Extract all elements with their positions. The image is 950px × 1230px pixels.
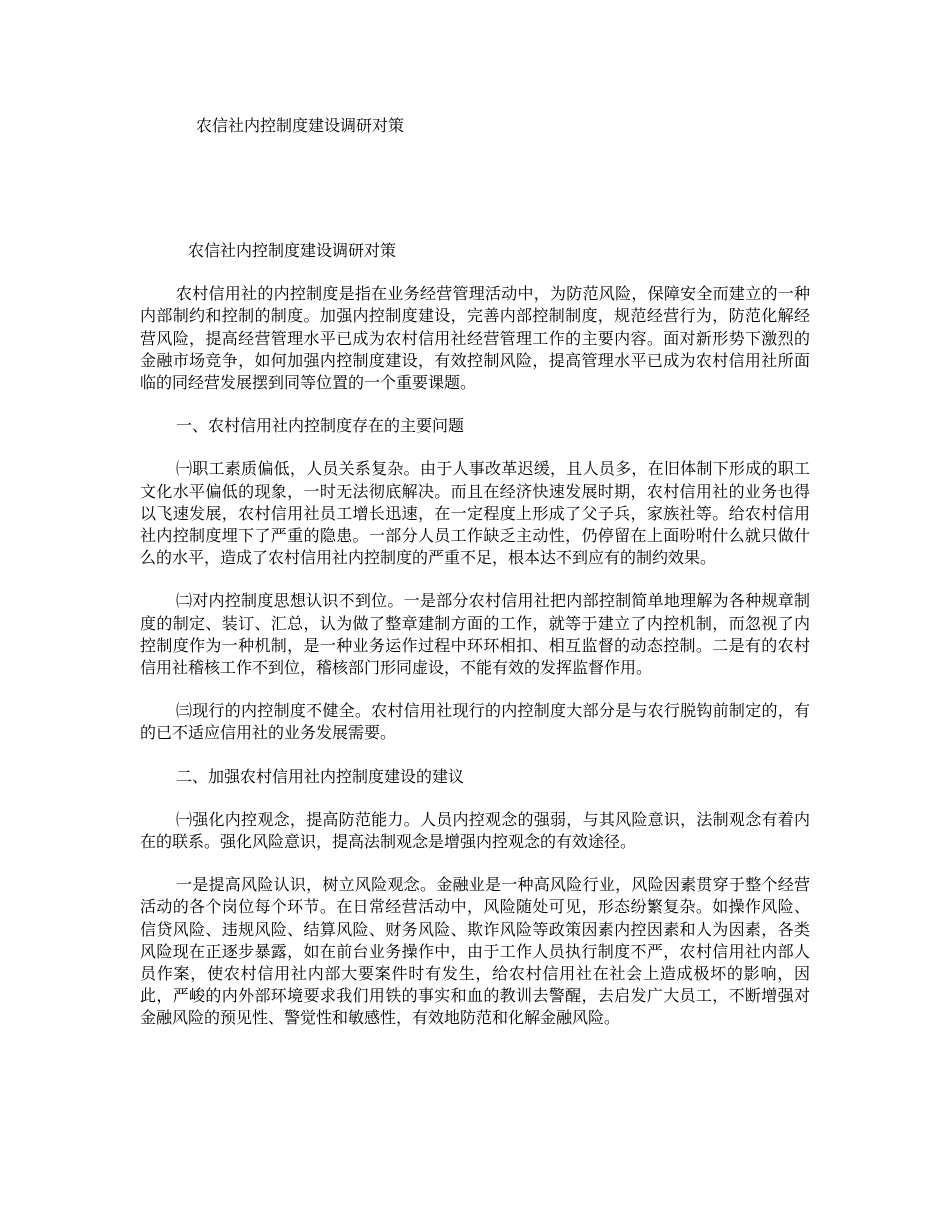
paragraph-problem-1: ㈠职工素质偏低，人员关系复杂。由于人事改革迟缓，且人员多，在旧体制下形成的职工文化水平偏低的现象，一时无法彻底解决。而且在经济快速发展时期，农村信用社的业务也得以飞速发展，农村信用社员工增长迅速，在一定程度上形成了父子兵，家族社等。给农村信用社内控制度埋下了严重的隐患。一部分人员工作缺乏主动性，仍停留在上面吩咐什么就只做什么的水平，造成了农村信用社内控制度的严重不足，根本达不到应有的制约效果。 [140, 459, 810, 568]
paragraph-problem-3: ㈢现行的内控制度不健全。农村信用社现行的内控制度大部分是与农行脱钩前制定的，有的已不适应信用社的业务发展需要。 [140, 701, 810, 743]
paragraph-suggestion-1: ㈠强化内控观念，提高防范能力。人员内控观念的强弱，与其风险意识，法制观念有着内在的联系。强化风险意识，提高法制观念是增强内控观念的有效途径。 [140, 809, 810, 852]
document-subtitle: 农信社内控制度建设调研对策 [188, 241, 397, 260]
paragraph-problem-2: ㈡对内控制度思想认识不到位。一是部分农村信用社把内部控制简单地理解为各种规章制度的制定、装订、汇总，认为做了整章建制方面的工作，就等于建立了内控机制，而忽视了内控制度作为一种机制，是一种业务运作过程中环环相扣、相互监督的动态控制。二是有的农村信用社稽核工作不到位，稽核部门形同虚设，不能有效的发挥监督作用。 [140, 591, 810, 678]
paragraph-suggestion-1a: 一是提高风险认识，树立风险观念。金融业是一种高风险行业，风险因素贯穿于整个经营活动的各个岗位每个环节。在日常经营活动中，风险随处可见，形态纷繁复杂。如操作风险、信贷风险、违规风险、结算风险、财务风险、欺诈风险等政策因素内控因素和人为因素，各类风险现在正逐步暴露，如在前台业务操作中，由于工作人员执行制度不严，农村信用社内部人员作案，使农村信用社内部大要案件时有发生，给农村信用社在社会上造成极坏的影响，因此，严峻的内外部环境要求我们用铁的事实和血的教训去警醒，去启发广大员工，不断增强对金融风险的预见性、警觉性和敏感性，有效地防范和化解金融风险。 [140, 875, 810, 1028]
paragraph-intro: 农村信用社的内控制度是指在业务经营管理活动中，为防范风险，保障安全而建立的一种内部制约和控制的制度。加强内控制度建设，完善内部控制制度，规范经营行为，防范化解经营风险，提高经营管理水平已成为农村信用社经营管理工作的主要内容。面对新形势下激烈的金融市场竞争，如何加强内控制度建设，有效控制风险，提高管理水平已成为农村信用社所面临的同经营发展摆到同等位置的一个重要课题。 [140, 284, 810, 393]
section-heading-1: 一、农村信用社内控制度存在的主要问题 [176, 416, 465, 436]
document-body [140, 240, 810, 1051]
section-heading-2: 二、加强农村信用社内控制度建设的建议 [176, 766, 465, 786]
document-title: 农信社内控制度建设调研对策 [196, 116, 405, 135]
